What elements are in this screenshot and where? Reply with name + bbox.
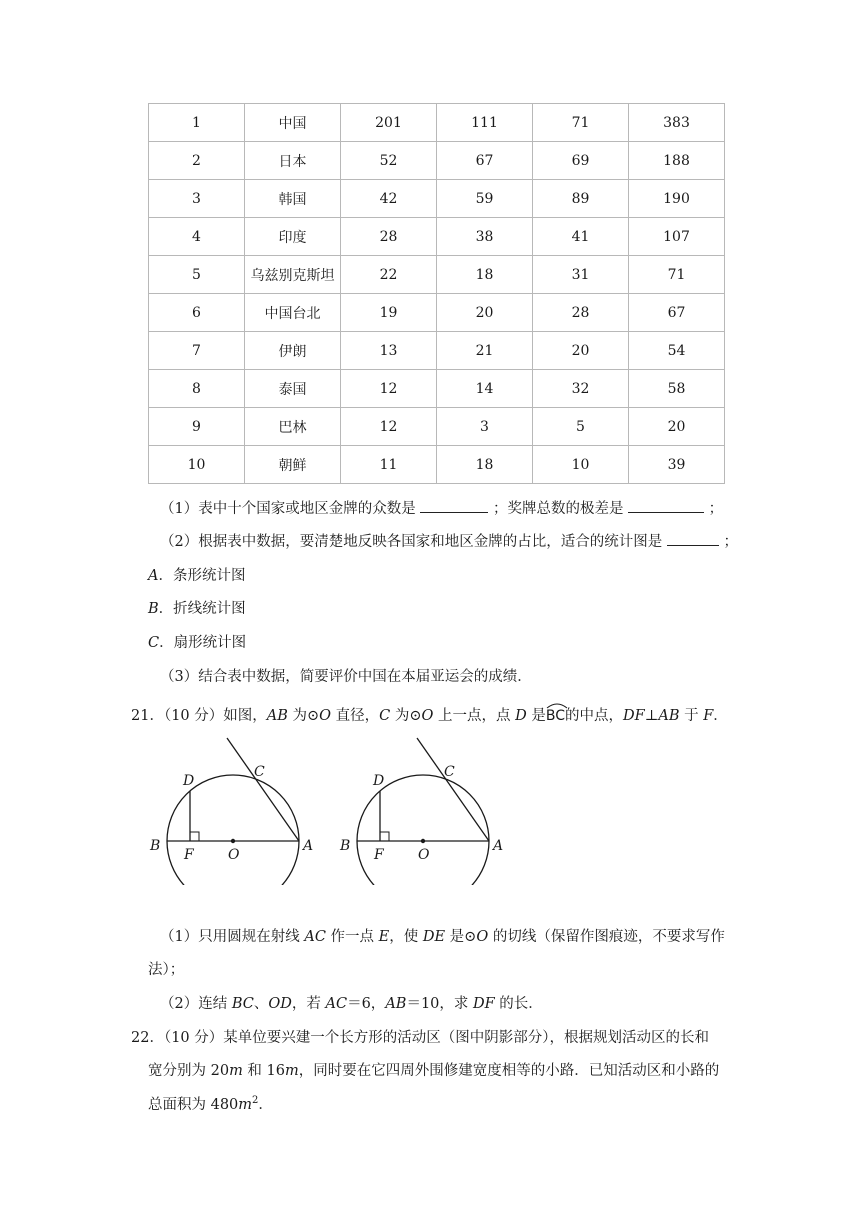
q21-score: （10 分）如图， bbox=[163, 708, 267, 724]
label-o: O bbox=[228, 847, 240, 863]
table-cell: 28 bbox=[341, 218, 437, 256]
q21-stem bbox=[131, 704, 728, 725]
option-c-text: ．扇形统计图 bbox=[159, 635, 247, 651]
q21-t2: 为⊙ bbox=[287, 708, 320, 724]
arc-bc bbox=[546, 708, 565, 724]
table-cell: 383 bbox=[629, 104, 725, 142]
table-cell: 111 bbox=[437, 104, 533, 142]
q21-p1-c: ，使 bbox=[389, 929, 423, 945]
q21-var-d: D bbox=[515, 708, 527, 724]
label-c: C bbox=[444, 764, 455, 780]
q21-var-o: O bbox=[319, 708, 332, 724]
table-cell: 22 bbox=[341, 256, 437, 294]
table-cell: 188 bbox=[629, 142, 725, 180]
table-cell: 10 bbox=[533, 446, 629, 484]
label-f: F bbox=[184, 847, 194, 863]
q21-p1-a: （1）只用圆规在射线 bbox=[160, 929, 305, 945]
table-cell: 38 bbox=[437, 218, 533, 256]
table-row bbox=[149, 256, 725, 294]
table-cell: 10 bbox=[149, 446, 245, 484]
table-cell: 54 bbox=[629, 332, 725, 370]
q21-p2-d: ＝6， bbox=[347, 996, 386, 1012]
table-cell: 28 bbox=[533, 294, 629, 332]
table-cell: 印度 bbox=[245, 218, 341, 256]
q21-part2 bbox=[160, 992, 543, 1013]
table-cell: 6 bbox=[149, 294, 245, 332]
table-cell: 52 bbox=[341, 142, 437, 180]
q21-p2-ac: AC bbox=[325, 996, 348, 1012]
table-cell: 58 bbox=[629, 370, 725, 408]
q21-p1-cont: 法）； bbox=[148, 962, 185, 978]
table-row bbox=[149, 408, 725, 446]
q21-var-ab: AB bbox=[266, 708, 288, 724]
table-cell: 3 bbox=[437, 408, 533, 446]
table-cell: 20 bbox=[437, 294, 533, 332]
option-b-letter: B bbox=[148, 601, 159, 617]
q22-number: 22． bbox=[131, 1030, 164, 1046]
table-cell: 67 bbox=[629, 294, 725, 332]
q22-line3 bbox=[148, 1093, 273, 1114]
q20-part2-text: （2）根据表中数据，要清楚地反映各国家和地区金牌的占比，适合的统计图是 bbox=[160, 534, 663, 550]
option-a-text: ．条形统计图 bbox=[158, 568, 246, 584]
option-c-letter: C bbox=[148, 635, 160, 651]
circle-o bbox=[167, 775, 299, 885]
q22-sup: 2 bbox=[252, 1095, 259, 1107]
table-cell: 5 bbox=[533, 408, 629, 446]
right-angle-mark bbox=[190, 832, 199, 841]
table-cell: 59 bbox=[437, 180, 533, 218]
circle-figure-left bbox=[140, 735, 330, 885]
table-row bbox=[149, 370, 725, 408]
table-row bbox=[149, 142, 725, 180]
option-c bbox=[148, 631, 246, 652]
table-cell: 8 bbox=[149, 370, 245, 408]
option-a bbox=[148, 564, 245, 585]
q21-p1-b: 作一点 bbox=[325, 929, 379, 945]
table-cell: 11 bbox=[341, 446, 437, 484]
q22-l2-b: 和 16 bbox=[242, 1063, 285, 1079]
q20-part2 bbox=[160, 530, 738, 551]
table-cell: 4 bbox=[149, 218, 245, 256]
table-cell: 日本 bbox=[245, 142, 341, 180]
ray-ac bbox=[227, 738, 299, 841]
q21-p1-o: O bbox=[476, 929, 489, 945]
table-cell: 韩国 bbox=[245, 180, 341, 218]
q22-l3-a: 总面积为 480 bbox=[148, 1097, 239, 1113]
q22-l2-c: ，同时要在它四周外围修建宽度相等的小路．已知活动区和小路的 bbox=[298, 1063, 720, 1079]
label-b: B bbox=[150, 838, 161, 854]
arc-bc-label: BC bbox=[545, 708, 566, 724]
answer-blank-mode[interactable] bbox=[420, 498, 488, 513]
table-cell: 7 bbox=[149, 332, 245, 370]
option-a-letter: A bbox=[148, 568, 159, 584]
table-cell: 巴林 bbox=[245, 408, 341, 446]
q21-var-df: DF bbox=[623, 708, 645, 724]
q21-var-o2: O bbox=[421, 708, 434, 724]
q20-part1-text2: ；奖牌总数的极差是 bbox=[492, 501, 624, 517]
q22-unit-m3: m bbox=[238, 1097, 253, 1113]
q21-p1-e: E bbox=[378, 929, 390, 945]
table-cell: 32 bbox=[533, 370, 629, 408]
q21-t17: ． bbox=[713, 708, 728, 724]
label-a: A bbox=[303, 838, 314, 854]
q21-p2-od: OD bbox=[268, 996, 292, 1012]
q21-p2-df: DF bbox=[473, 996, 495, 1012]
q22-l1: （10 分）某单位要兴建一个长方形的活动区（图中阴影部分），根据规划活动区的长和 bbox=[163, 1030, 710, 1046]
label-c: C bbox=[254, 764, 265, 780]
q21-p1-ac: AC bbox=[304, 929, 326, 945]
table-cell: 42 bbox=[341, 180, 437, 218]
q21-p1-e2: 的切线（保留作图痕迹，不要求写作 bbox=[488, 929, 725, 945]
center-point bbox=[231, 839, 235, 843]
q20-part3-text: （3）结合表中数据，简要评价中国在本届亚运会的成绩． bbox=[160, 669, 532, 685]
ray-ac bbox=[417, 738, 489, 841]
table-row bbox=[149, 332, 725, 370]
option-b-text: ．折线统计图 bbox=[158, 601, 246, 617]
table-cell: 中国 bbox=[245, 104, 341, 142]
table-cell: 13 bbox=[341, 332, 437, 370]
q21-part1-cont bbox=[148, 958, 184, 979]
table-cell: 12 bbox=[341, 408, 437, 446]
q22-l2-a: 宽分别为 20 bbox=[148, 1063, 230, 1079]
q22-line2 bbox=[148, 1059, 719, 1080]
medal-table bbox=[148, 103, 725, 484]
table-row bbox=[149, 104, 725, 142]
table-cell: 41 bbox=[533, 218, 629, 256]
q21-p2-b: 、 bbox=[253, 996, 269, 1012]
table-cell: 18 bbox=[437, 446, 533, 484]
table-row bbox=[149, 294, 725, 332]
arc-symbol bbox=[546, 702, 568, 709]
answer-blank-chart[interactable] bbox=[667, 531, 719, 546]
option-b bbox=[148, 597, 246, 618]
table-cell: 31 bbox=[533, 256, 629, 294]
answer-blank-range[interactable] bbox=[628, 498, 704, 513]
q20-part2-end: ； bbox=[723, 534, 738, 550]
table-cell: 71 bbox=[629, 256, 725, 294]
q21-p1-d: 是⊙ bbox=[445, 929, 477, 945]
q22-unit-m2: m bbox=[284, 1063, 299, 1079]
table-cell: 1 bbox=[149, 104, 245, 142]
label-d: D bbox=[373, 773, 385, 789]
table-cell: 107 bbox=[629, 218, 725, 256]
right-angle-mark bbox=[380, 832, 389, 841]
table-cell: 18 bbox=[437, 256, 533, 294]
table-cell: 201 bbox=[341, 104, 437, 142]
table-cell: 9 bbox=[149, 408, 245, 446]
center-point bbox=[421, 839, 425, 843]
table-cell: 乌兹别克斯坦 bbox=[245, 256, 341, 294]
q22-unit-m1: m bbox=[229, 1063, 243, 1079]
q20-part1 bbox=[160, 497, 723, 518]
q21-p1-de: DE bbox=[422, 929, 446, 945]
q21-t4: 直径， bbox=[331, 708, 380, 724]
q21-p2-e: ＝10，求 bbox=[406, 996, 474, 1012]
table-cell: 190 bbox=[629, 180, 725, 218]
q20-part1-text: （1）表中十个国家或地区金牌的众数是 bbox=[160, 501, 416, 517]
table-cell: 5 bbox=[149, 256, 245, 294]
q21-var-ab2: AB bbox=[658, 708, 680, 724]
table-cell: 伊朗 bbox=[245, 332, 341, 370]
table-cell: 3 bbox=[149, 180, 245, 218]
q21-p2-bc: BC bbox=[231, 996, 254, 1012]
q21-part1 bbox=[160, 925, 725, 946]
q21-p2-a: （2）连结 bbox=[160, 996, 232, 1012]
label-f: F bbox=[374, 847, 384, 863]
label-o: O bbox=[418, 847, 430, 863]
circle-o bbox=[357, 775, 489, 885]
table-cell: 21 bbox=[437, 332, 533, 370]
q20-part3 bbox=[160, 665, 532, 686]
table-cell: 19 bbox=[341, 294, 437, 332]
table-row bbox=[149, 218, 725, 256]
table-cell: 39 bbox=[629, 446, 725, 484]
q21-var-f: F bbox=[703, 708, 714, 724]
table-cell: 14 bbox=[437, 370, 533, 408]
q21-p2-c: ，若 bbox=[291, 996, 326, 1012]
label-b: B bbox=[340, 838, 351, 854]
label-d: D bbox=[183, 773, 195, 789]
table-row bbox=[149, 446, 725, 484]
table-cell: 朝鲜 bbox=[245, 446, 341, 484]
table-cell: 2 bbox=[149, 142, 245, 180]
q21-var-c: C bbox=[379, 708, 391, 724]
q20-part1-end: ； bbox=[708, 501, 724, 517]
table-cell: 泰国 bbox=[245, 370, 341, 408]
q22-l3-end: ． bbox=[258, 1097, 273, 1113]
q21-number: 21． bbox=[131, 708, 164, 724]
label-a: A bbox=[493, 838, 504, 854]
q22-line1 bbox=[131, 1026, 709, 1047]
table-cell: 69 bbox=[533, 142, 629, 180]
table-cell: 12 bbox=[341, 370, 437, 408]
q21-p2-f: 的长． bbox=[494, 996, 543, 1012]
table-cell: 71 bbox=[533, 104, 629, 142]
table-cell: 20 bbox=[533, 332, 629, 370]
table-cell: 中国台北 bbox=[245, 294, 341, 332]
q21-p2-ab: AB bbox=[385, 996, 407, 1012]
q21-t11: 的中点， bbox=[565, 708, 624, 724]
q21-t6: 为⊙ bbox=[390, 708, 422, 724]
q21-perp: ⊥ bbox=[644, 708, 659, 724]
q21-t8: 上一点，点 bbox=[433, 708, 516, 724]
table-row bbox=[149, 180, 725, 218]
q21-t10: 是 bbox=[526, 708, 546, 724]
table-cell: 89 bbox=[533, 180, 629, 218]
table-cell: 20 bbox=[629, 408, 725, 446]
q21-t15: 于 bbox=[679, 708, 704, 724]
table-cell: 67 bbox=[437, 142, 533, 180]
circle-figure-right bbox=[330, 735, 520, 885]
